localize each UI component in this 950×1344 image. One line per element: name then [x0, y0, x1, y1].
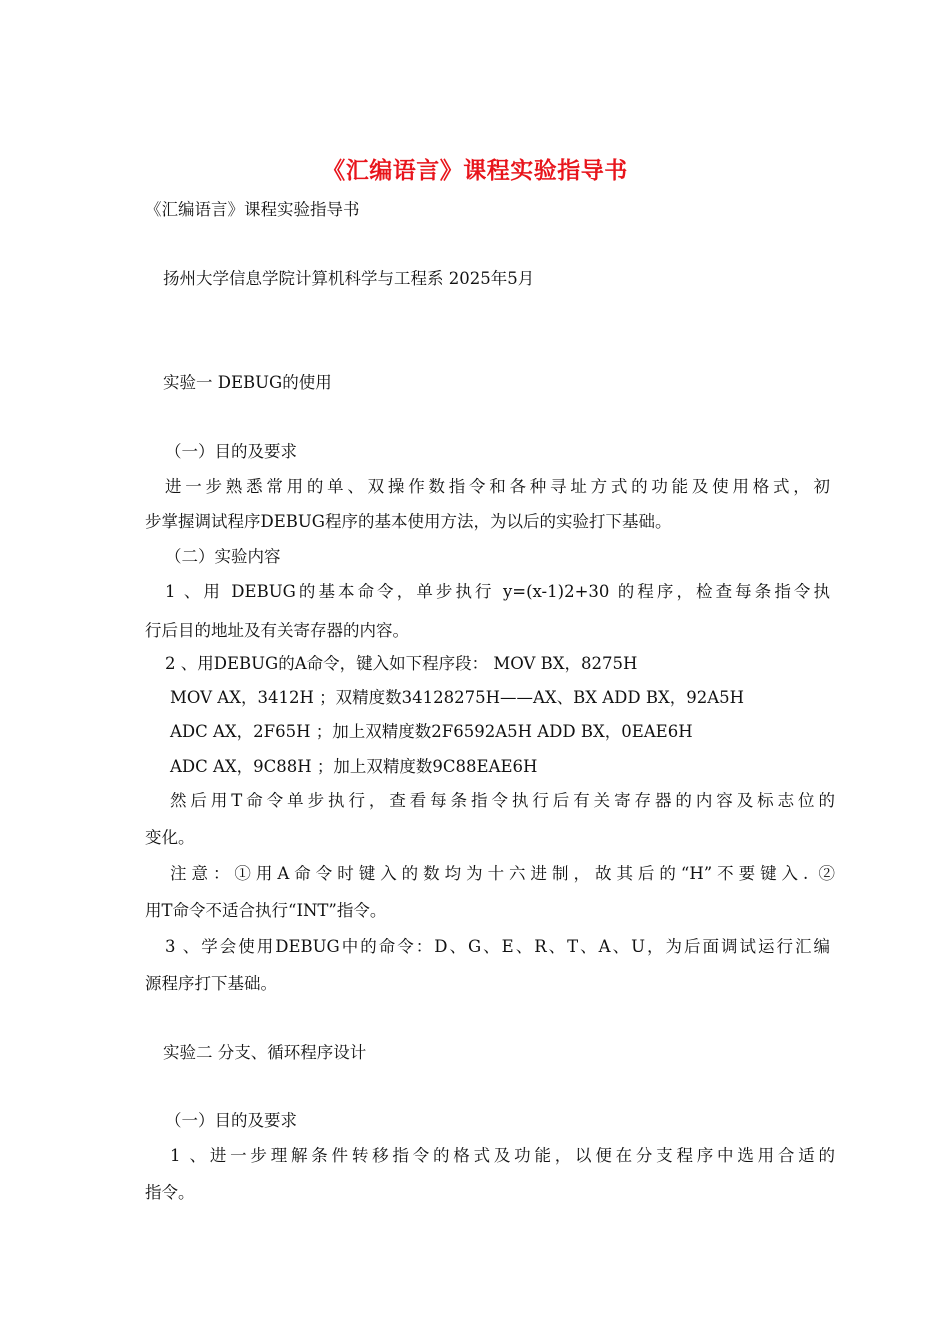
exp1-purpose-line2: 步掌握调试程序DEBUG程序的基本使用方法，为以后的实验打下基础。 — [145, 512, 672, 531]
exp1-note-line2: 用T命令不适合执行“INT”指令。 — [145, 901, 387, 920]
exp1-item1-line2: 行后目的地址及有关寄存器的内容。 — [145, 621, 409, 640]
exp1-purpose-line1: 进一步熟悉常用的单、双操作数指令和各种寻址方式的功能及使用格式，初 — [165, 477, 830, 496]
code-line-1: MOV AX，3412H ；双精度数34128275H——AX、BX ADD BX，92A5H — [170, 688, 745, 707]
institution-date: 扬州大学信息学院计算机科学与工程系 2025年5月 — [163, 269, 535, 288]
code-line-3: ADC AX，9C88H ；加上双精度数9C88EAE6H — [170, 757, 538, 776]
exp1-item1-line1: 1 、用 DEBUG的基本命令，单步执行 y=(x-1)2+30 的程序，检查每条指令执 — [165, 582, 830, 601]
exp1-then-line1: 然后用T命令单步执行，查看每条指令执行后有关寄存器的内容及标志位的 — [170, 791, 835, 810]
exp1-item2-line1: 2 、用DEBUG的A命令，键入如下程序段： MOV BX，8275H — [165, 654, 638, 673]
exp1-content-heading: （二）实验内容 — [165, 547, 281, 566]
exp1-heading: 实验一 DEBUG的使用 — [163, 373, 332, 392]
exp1-item3-line1: 3 、学会使用DEBUG中的命令：D、G、E、R、T、A、U，为后面调试运行汇编 — [165, 937, 830, 956]
exp2-heading: 实验二 分支、循环程序设计 — [163, 1043, 367, 1062]
document-title: 《汇编语言》课程实验指导书 — [322, 158, 628, 184]
exp2-purpose-heading: （一）目的及要求 — [165, 1111, 297, 1130]
exp2-item1-line2: 指令。 — [145, 1183, 195, 1202]
exp1-then-line2: 变化。 — [145, 828, 195, 847]
exp1-item3-line2: 源程序打下基础。 — [145, 974, 277, 993]
exp1-note-line1: 注意：①用A命令时键入的数均为十六进制，故其后的“H”不要键入. ② — [170, 864, 835, 883]
code-line-2: ADC AX，2F65H ；加上双精度数2F6592A5H ADD BX，0EAE6H — [170, 722, 693, 741]
exp2-item1-line1: 1 、进一步理解条件转移指令的格式及功能，以便在分支程序中选用合适的 — [170, 1146, 835, 1165]
exp1-purpose-heading: （一）目的及要求 — [165, 442, 297, 461]
document-subtitle: 《汇编语言》课程实验指导书 — [145, 200, 360, 219]
